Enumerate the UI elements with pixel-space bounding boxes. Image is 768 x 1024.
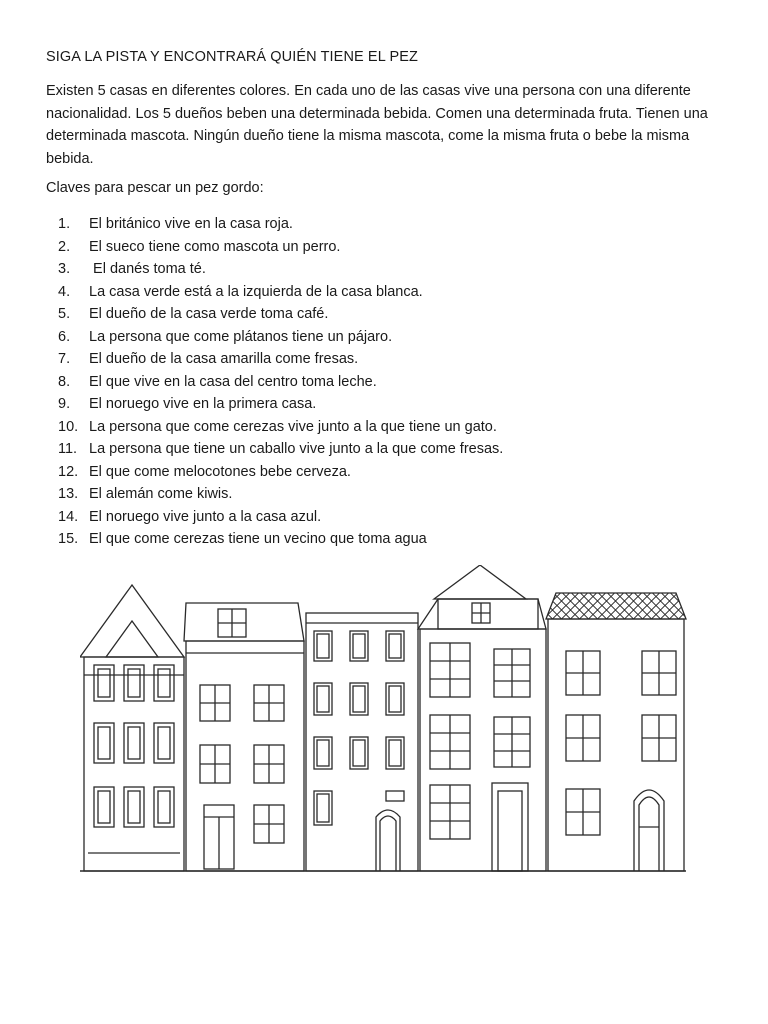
clue-item [58,326,503,349]
clue-item [58,371,503,394]
clue-text: La persona que come plátanos tiene un pájaro. [89,328,393,345]
houses-illustration [80,565,690,875]
clue-number: 15. [58,531,79,547]
clue-number: 10. [58,418,79,435]
clue-item [58,461,503,484]
clue-item [58,393,503,416]
clue-number: 13. [58,486,79,502]
clue-text: El dueño de la casa verde toma café. [89,306,329,322]
house-4 [418,565,546,871]
clues-heading: Claves para pescar un pez gordo: [46,180,264,196]
clue-text: El alemán come kiwis. [89,486,233,502]
clue-text: El dueño de la casa amarilla come fresas. [89,351,359,367]
clue-text: El danés toma té. [89,261,206,277]
clue-item [58,416,503,439]
clue-text: La persona que tiene un caballo vive junto a la que come fresas. [89,441,504,457]
clue-item [58,506,503,529]
clue-item [58,236,503,259]
clue-item [58,528,503,551]
page-title: SIGA LA PISTA Y ENCONTRARÁ QUIÉN TIENE EL PEZ [46,49,418,65]
clue-number: 8. [58,373,71,390]
clue-item [58,213,503,236]
clue-text: La casa verde está a la izquierda de la casa blanca. [89,283,423,300]
clue-number: 12. [58,463,79,480]
clue-list [58,213,503,551]
house-2 [184,603,304,871]
clue-number: 1. [58,216,71,232]
clue-number: 3. [58,261,71,277]
house-3 [306,613,418,871]
clue-text: El sueco tiene como mascota un perro. [89,238,341,255]
intro-paragraph: Existen 5 casas en diferentes colores. En cada uno de las casas vive una persona con una diferente nacionalidad. Los 5 dueños beben una determinada bebida. Comen una determinada fruta. Tienen una determinada mascota. Ningún dueño tiene la misma mascota, come la misma fruta o bebe la misma bebida. [46,83,708,167]
house-1 [80,585,184,871]
clue-number: 5. [58,306,71,322]
clue-item [58,258,503,281]
clue-number: 7. [58,351,71,367]
clue-number: 14. [58,508,79,525]
clue-number: 6. [58,328,71,345]
clue-text: El que come cerezas tiene un vecino que toma agua [89,531,427,547]
clue-text: El británico vive en la casa roja. [89,216,293,232]
clue-text: El que vive en la casa del centro toma leche. [89,373,377,390]
clue-item [58,438,503,461]
clue-text: El que come melocotones bebe cerveza. [89,463,351,480]
clue-number: 4. [58,283,71,300]
clue-number: 9. [58,396,71,412]
clue-text: La persona que come cerezas vive junto a la que tiene un gato. [89,418,497,435]
clue-text: El noruego vive junto a la casa azul. [89,508,322,525]
clue-number: 11. [58,441,78,457]
clue-number: 2. [58,238,71,255]
house-5 [546,593,686,871]
clue-item [58,281,503,304]
clue-item [58,303,503,326]
clue-item [58,483,503,506]
clue-text: El noruego vive en la primera casa. [89,396,317,412]
clue-item [58,348,503,371]
